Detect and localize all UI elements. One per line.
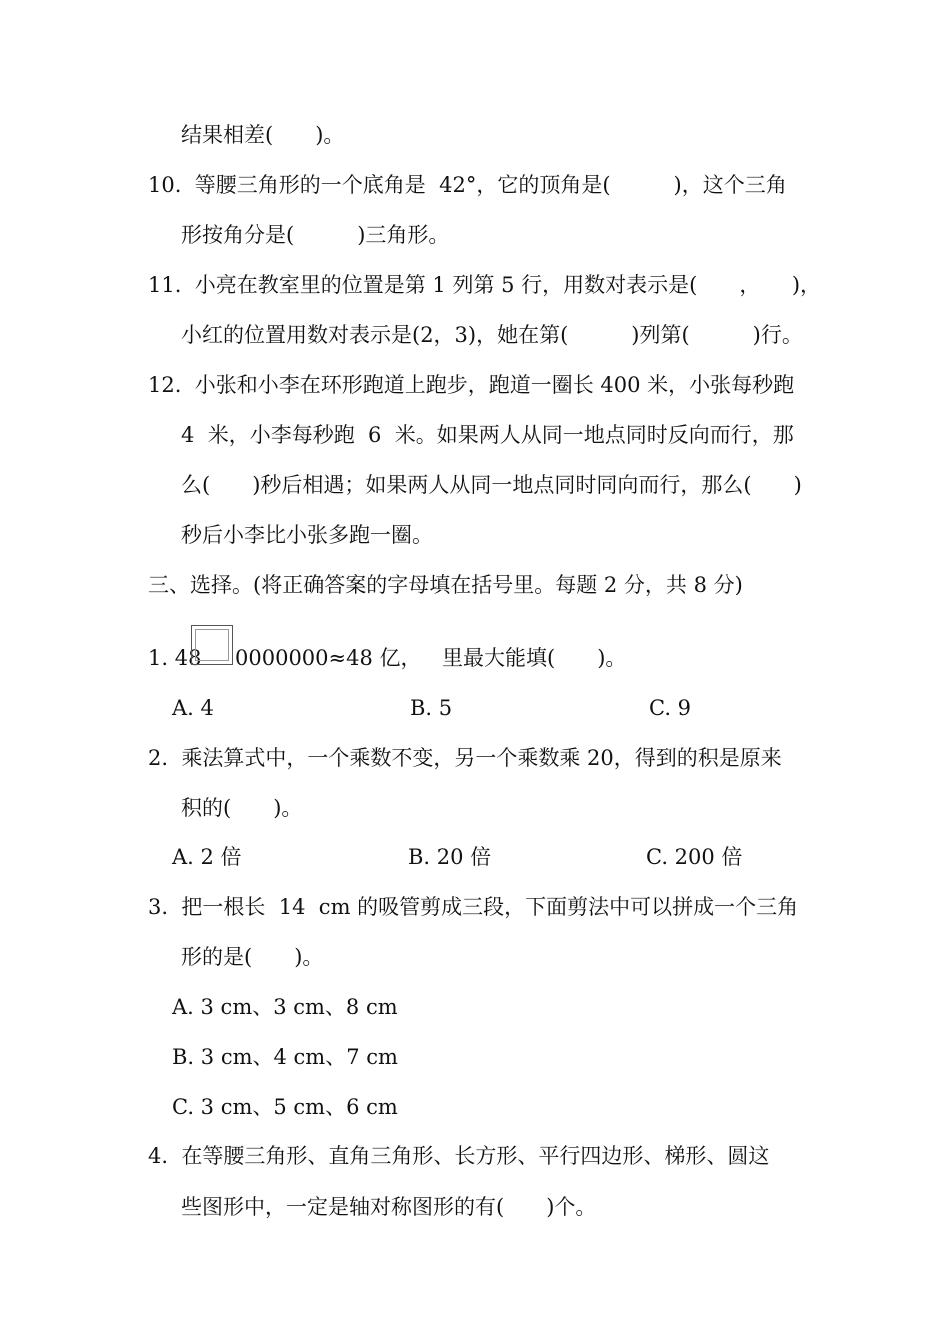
choice-q4-line-1: 4. 在等腰三角形、直角三角形、长方形、平行四边形、梯形、圆这 xyxy=(148,1144,770,1168)
q11-line-2: 小红的位置用数对表示是(2，3)，她在第( )列第( )行。 xyxy=(181,323,803,347)
choice-q3-option-b: B. 3 cm、4 cm、7 cm xyxy=(172,1045,398,1069)
q11-line-1: 11. 小亮在教室里的位置是第 1 列第 5 行，用数对表示是( ， )， xyxy=(148,273,822,297)
choice-q3-line-1: 3. 把一根长 14 cm 的吸管剪成三段，下面剪法中可以拼成一个三角 xyxy=(148,895,799,919)
q12-line-4: 秒后小李比小张多跑一圈。 xyxy=(181,523,433,547)
q10-line-2: 形按角分是( )三角形。 xyxy=(181,223,450,247)
q9-continuation: 结果相差( )。 xyxy=(181,123,345,147)
choice-q2-option-b: B. 20 倍 xyxy=(408,845,492,869)
choice-q2-line-2: 积的( )。 xyxy=(181,796,303,820)
q10-line-1: 10. 等腰三角形的一个底角是 42°，它的顶角是( )，这个三角 xyxy=(148,173,787,197)
choice-q1-option-a: A. 4 xyxy=(172,696,214,720)
choice-q2-line-1: 2. 乘法算式中，一个乘数不变，另一个乘数乘 20，得到的积是原来 xyxy=(148,746,782,770)
choice-q2-option-c: C. 200 倍 xyxy=(646,845,743,869)
choice-q3-line-2: 形的是( )。 xyxy=(181,945,324,969)
choice-q1-question: 里最大能填( )。 xyxy=(442,646,627,670)
choice-q1-option-b: B. 5 xyxy=(410,696,453,720)
choice-q1-prefix: 1. 48 xyxy=(148,646,202,670)
q12-line-1: 12. 小张和小李在环形跑道上跑步，跑道一圈长 400 米，小张每秒跑 xyxy=(148,373,795,397)
q12-line-3: 么( )秒后相遇；如果两人从同一地点同时同向而行，那么( ) xyxy=(181,473,802,497)
choice-q3-option-c: C. 3 cm、5 cm、6 cm xyxy=(172,1095,398,1119)
choice-q4-line-2: 些图形中，一定是轴对称图形的有( )个。 xyxy=(181,1195,597,1219)
choice-q2-option-a: A. 2 倍 xyxy=(172,845,242,869)
choice-q1-option-c: C. 9 xyxy=(649,696,692,720)
choice-q3-option-a: A. 3 cm、3 cm、8 cm xyxy=(172,995,398,1019)
section-3-heading: 三、选择。(将正确答案的字母填在括号里。每题 2 分，共 8 分) xyxy=(148,573,743,597)
q12-line-2: 4 米，小李每秒跑 6 米。如果两人从同一地点同时反向而行，那 xyxy=(181,423,794,447)
choice-q1-number: 0000000≈48 亿， xyxy=(235,646,422,670)
blank-digit-box xyxy=(191,625,233,665)
